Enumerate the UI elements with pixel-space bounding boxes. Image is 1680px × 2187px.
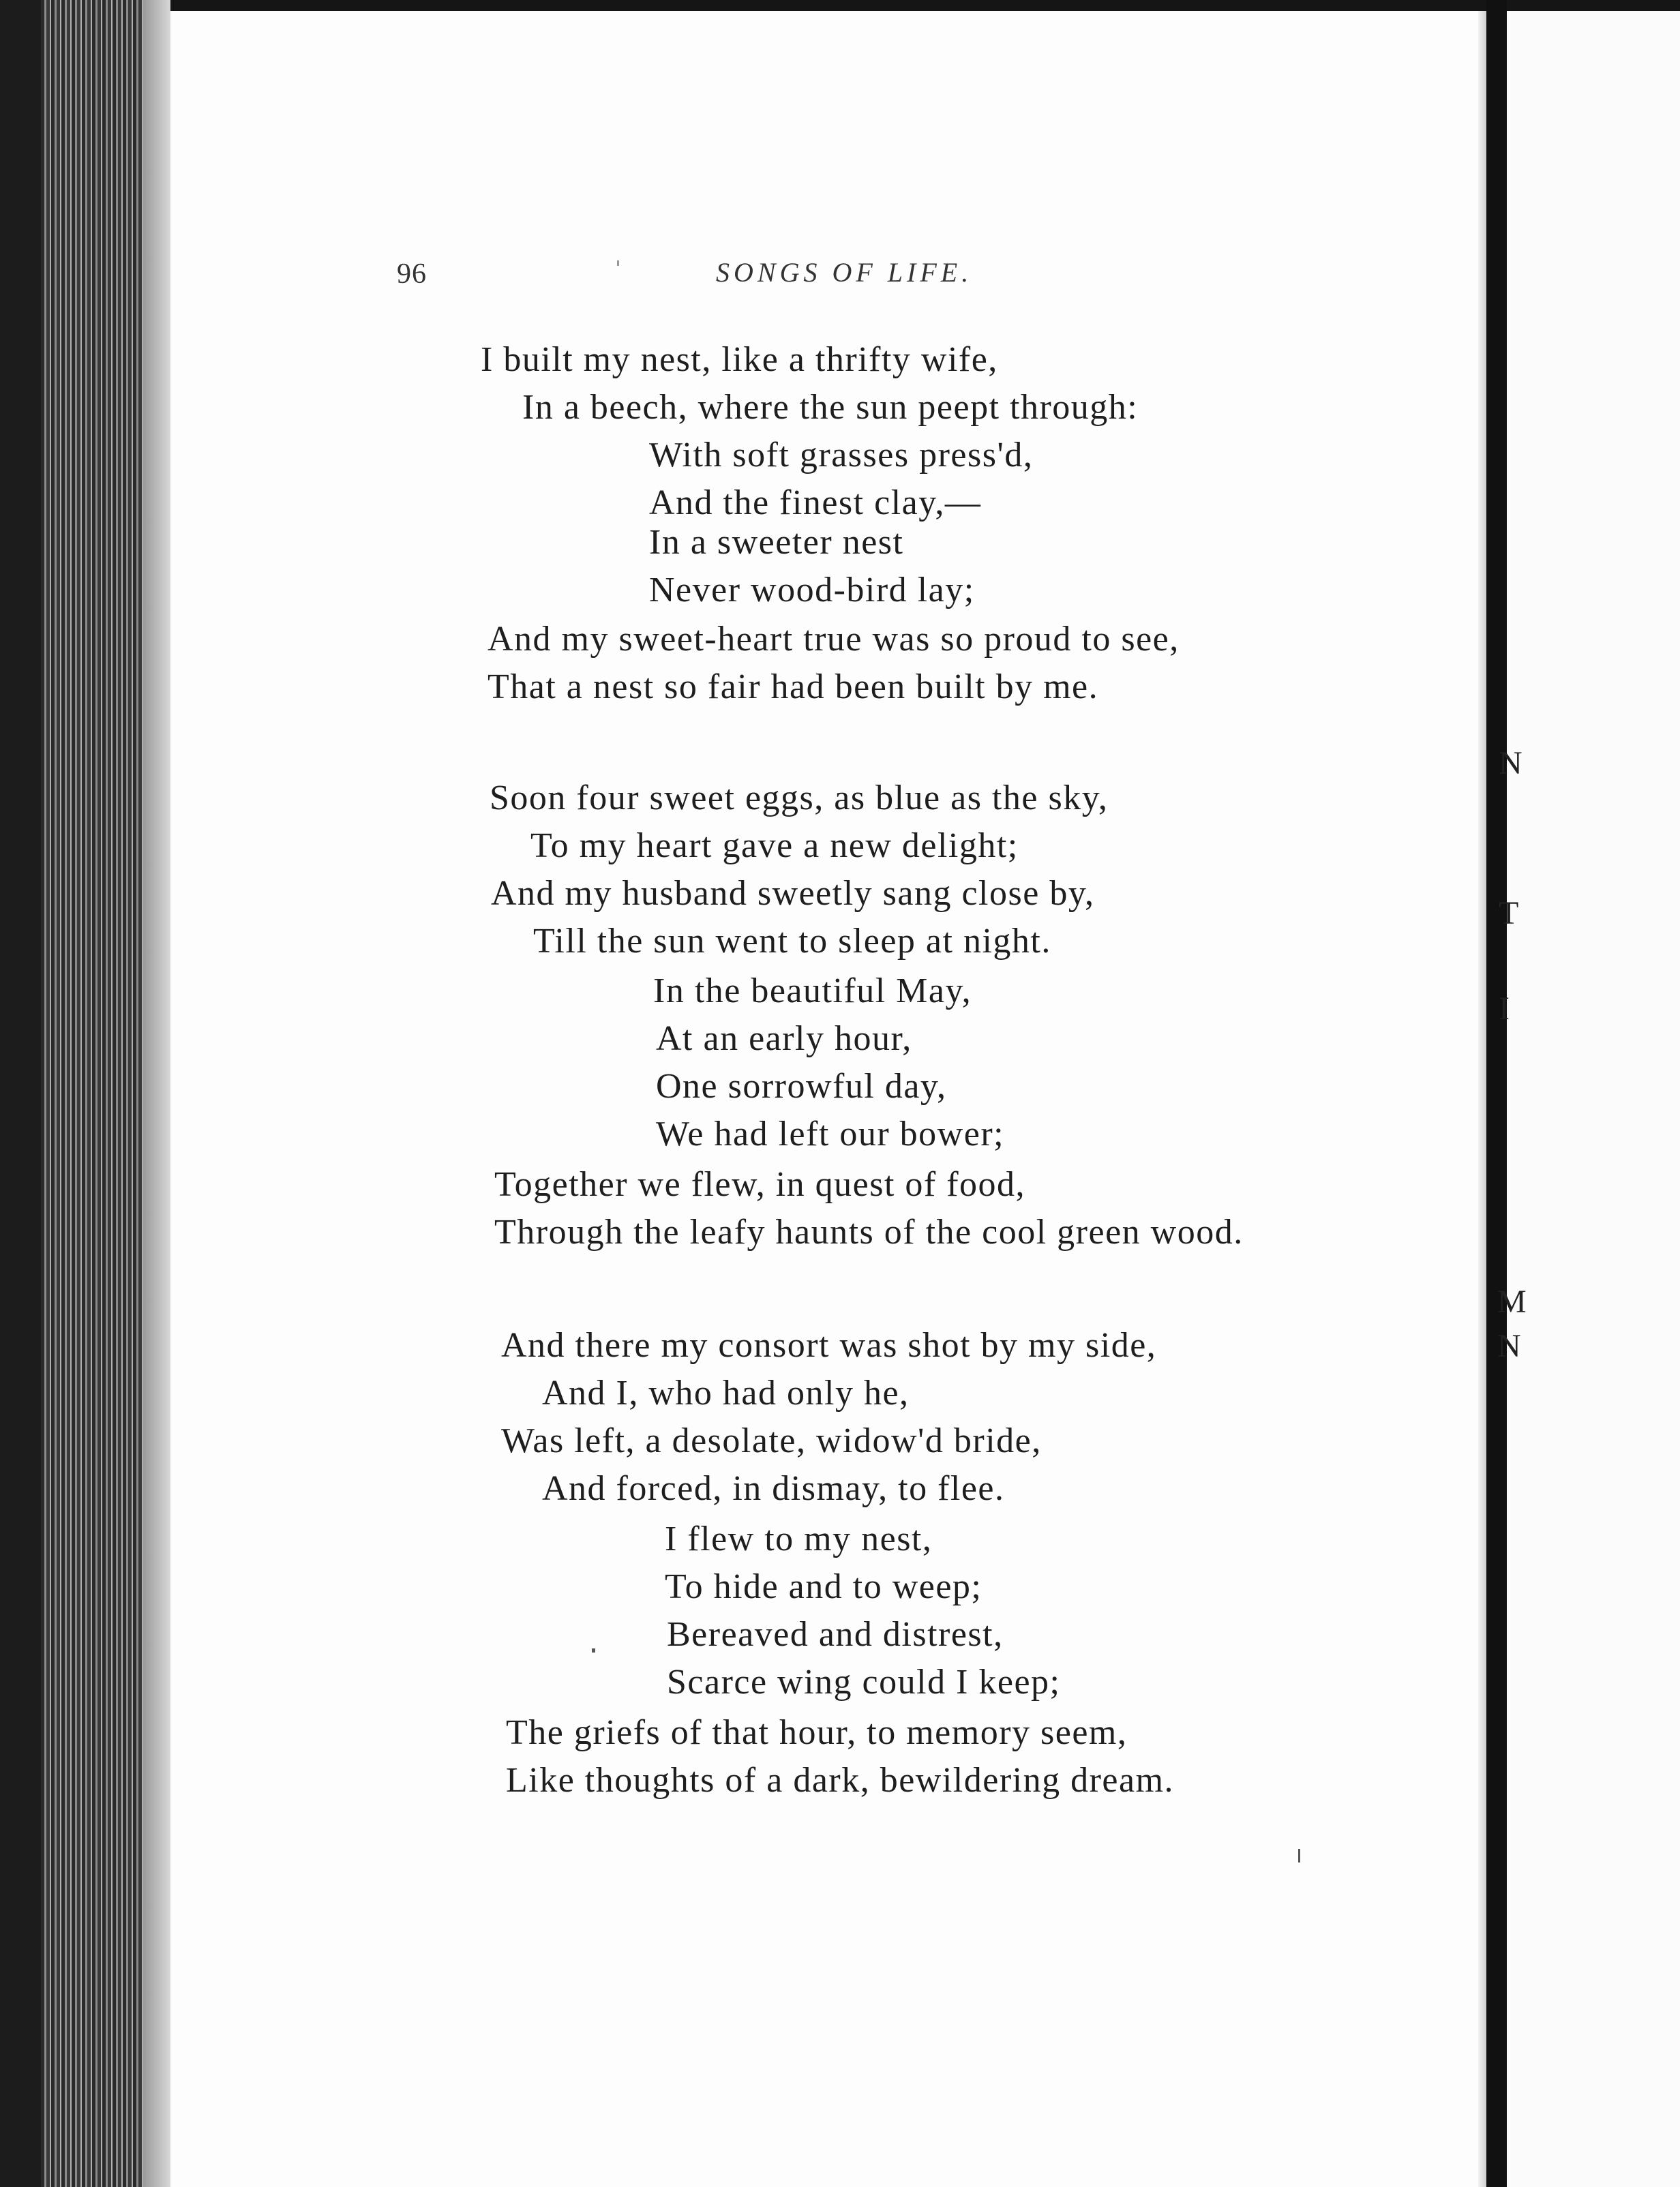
poem-line: At an early hour, <box>656 1019 912 1058</box>
poem-line: And my husband sweetly sang close by, <box>491 874 1095 913</box>
scan-speck <box>592 1648 595 1653</box>
poem-line: Together we flew, in quest of food, <box>494 1165 1026 1204</box>
facing-page-letter: M <box>1497 1284 1527 1320</box>
poem-line: Was left, a desolate, widow'd bride, <box>501 1421 1042 1460</box>
poem-line: And I, who had only he, <box>542 1374 910 1413</box>
poem-line: Through the leafy haunts of the cool green wood. <box>494 1213 1244 1252</box>
poem-line: One sorrowful day, <box>656 1067 947 1106</box>
poem-line: To my heart gave a new delight; <box>530 826 1019 865</box>
page-curve-shadow <box>1478 11 1486 2187</box>
poem-line: Bereaved and distrest, <box>667 1615 1004 1654</box>
poem-line: Like thoughts of a dark, bewildering dream. <box>506 1761 1175 1800</box>
book-gutter <box>1486 0 1507 2187</box>
page-number: 96 <box>397 258 427 290</box>
page-edge-stack <box>41 0 170 2187</box>
poem-line: And forced, in dismay, to flee. <box>542 1469 1005 1508</box>
running-title: SONGS OF LIFE. <box>716 257 973 288</box>
poem-line: And my sweet-heart true was so proud to see, <box>487 620 1180 659</box>
poem-line: I built my nest, like a thrifty wife, <box>481 340 998 379</box>
poem-line: And the finest clay,— <box>649 483 982 522</box>
poem-line: The griefs of that hour, to memory seem, <box>506 1713 1128 1752</box>
scan-speck <box>617 260 619 266</box>
poem-line: In a sweeter nest <box>649 523 904 562</box>
poem-line: Soon four sweet eggs, as blue as the sky, <box>490 779 1109 817</box>
poem-line: In a beech, where the sun peept through: <box>522 388 1139 427</box>
scan-left-margin <box>0 0 41 2187</box>
facing-page-letter: T <box>1499 895 1519 931</box>
running-head <box>0 252 1486 300</box>
facing-page-letter: N <box>1499 745 1522 781</box>
poem-line: That a nest so fair had been built by me. <box>487 667 1099 706</box>
facing-page <box>1497 11 1680 2187</box>
poem-line: Till the sun went to sleep at night. <box>533 922 1051 961</box>
scan-top-border <box>0 0 1680 11</box>
scan-speck <box>1298 1849 1300 1862</box>
poem-line: I flew to my nest, <box>665 1520 933 1558</box>
facing-page-letter: N <box>1497 1328 1521 1364</box>
poem-line: In the beautiful May, <box>653 971 972 1010</box>
poem-line: Scarce wing could I keep; <box>667 1663 1061 1702</box>
facing-page-letter: I <box>1499 991 1510 1027</box>
poem-line: Never wood-bird lay; <box>649 571 975 609</box>
poem-line: And there my consort was shot by my side, <box>501 1326 1157 1365</box>
poem-line: To hide and to weep; <box>665 1567 982 1606</box>
poem-line: We had left our bower; <box>656 1115 1005 1153</box>
poem-line: With soft grasses press'd, <box>649 436 1034 474</box>
